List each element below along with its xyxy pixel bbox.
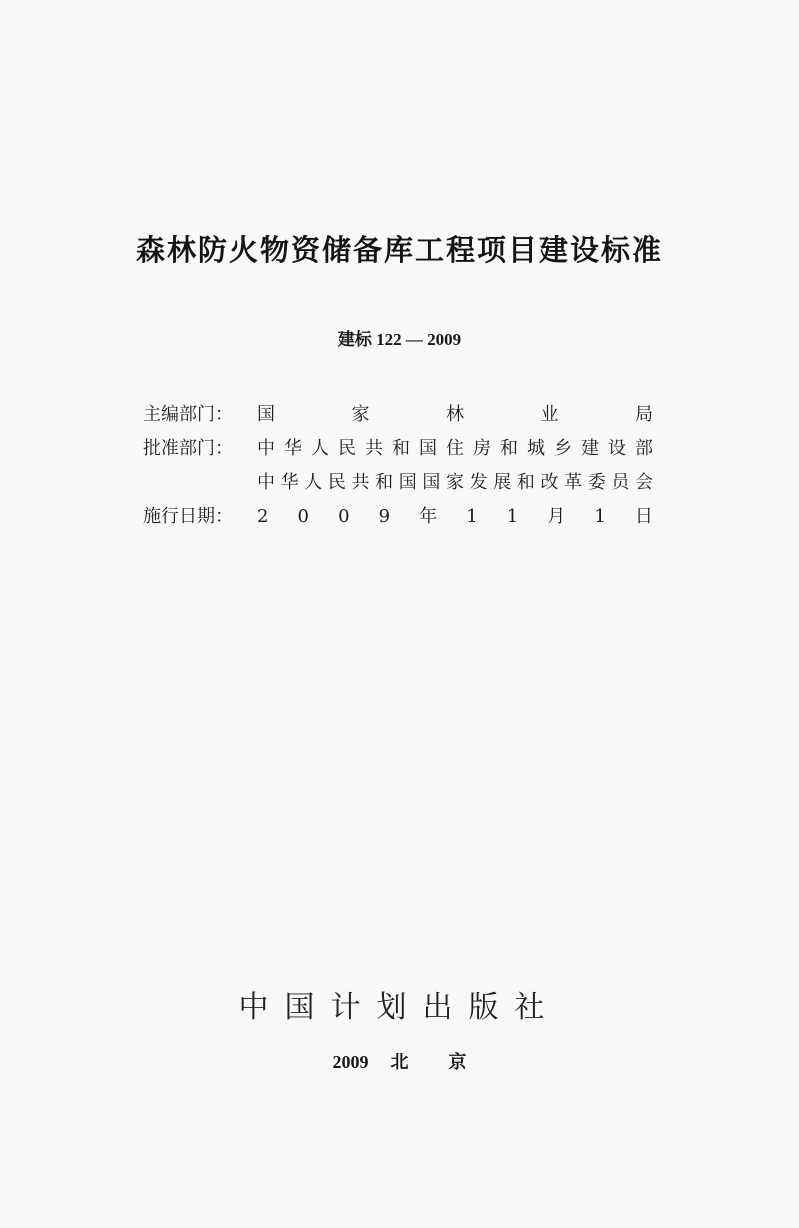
date-char: 年 (419, 506, 438, 527)
approver-row-2 (143, 466, 663, 500)
approver-char: 员 (611, 472, 630, 493)
publisher-name: 中国计划出版社 (238, 990, 561, 1025)
imprint-city-2: 京 (448, 1052, 467, 1072)
document-title: 森林防火物资储备库工程项目建设标准 (135, 233, 663, 267)
approver-char: 中 (257, 438, 275, 459)
approver-char: 改 (540, 472, 559, 493)
imprint-year: 2009 (332, 1052, 369, 1072)
approver-char: 委 (587, 472, 606, 493)
approver-char: 和 (392, 438, 410, 459)
approver-char: 中 (257, 472, 275, 493)
approver-char: 城 (527, 438, 545, 459)
date-char: 日 (634, 506, 653, 527)
approver-char: 华 (280, 472, 299, 493)
editor-row (143, 398, 663, 432)
editor-char: 林 (446, 404, 464, 425)
date-char: 9 (378, 506, 391, 527)
approver-char: 国 (419, 438, 437, 459)
approver-char: 发 (469, 472, 488, 493)
imprint-line (0, 1048, 799, 1074)
approver-char: 人 (311, 438, 329, 459)
approver-value-1 (257, 432, 653, 466)
editor-value (257, 398, 653, 432)
approver-char: 民 (327, 472, 346, 493)
approver-char: 和 (375, 472, 394, 493)
approver-char: 革 (564, 472, 583, 493)
publication-info (143, 398, 663, 534)
editor-label: 主编部门： (143, 404, 233, 425)
approver-value-2 (257, 466, 653, 500)
editor-char: 局 (635, 404, 653, 425)
approver-char: 国 (422, 472, 441, 493)
editor-char: 业 (540, 404, 559, 425)
approver-row (143, 432, 663, 466)
date-char: 1 (466, 506, 478, 527)
date-row (143, 500, 663, 534)
date-char: 1 (506, 506, 519, 527)
approver-char: 人 (304, 472, 323, 493)
approver-char: 设 (608, 438, 626, 459)
approver-char: 家 (446, 472, 464, 493)
approver-char: 部 (635, 438, 653, 459)
date-char: 1 (594, 506, 606, 527)
date-value (257, 500, 653, 534)
approver-label: 批准部门： (143, 438, 233, 459)
editor-char: 国 (257, 404, 275, 425)
approver-char: 和 (516, 472, 535, 493)
approver-char: 展 (493, 472, 512, 493)
approver-char: 华 (284, 438, 302, 459)
imprint-city-1: 北 (390, 1052, 409, 1072)
date-char: 0 (338, 506, 350, 527)
approver-char: 建 (581, 438, 599, 459)
date-char: 2 (257, 506, 269, 527)
approver-char: 会 (635, 472, 653, 493)
approver-char: 房 (473, 438, 491, 459)
date-char: 0 (297, 506, 309, 527)
editor-char: 家 (351, 404, 370, 425)
date-char: 月 (547, 506, 566, 527)
approver-char: 乡 (554, 438, 572, 459)
approver-char: 共 (351, 472, 370, 493)
approver-char: 住 (446, 438, 464, 459)
standard-code: 建标 122 — 2009 (337, 330, 462, 349)
date-label: 施行日期： (143, 506, 233, 527)
approver-char: 共 (365, 438, 383, 459)
approver-char: 和 (500, 438, 518, 459)
approver-char: 民 (338, 438, 356, 459)
approver-char: 国 (398, 472, 417, 493)
